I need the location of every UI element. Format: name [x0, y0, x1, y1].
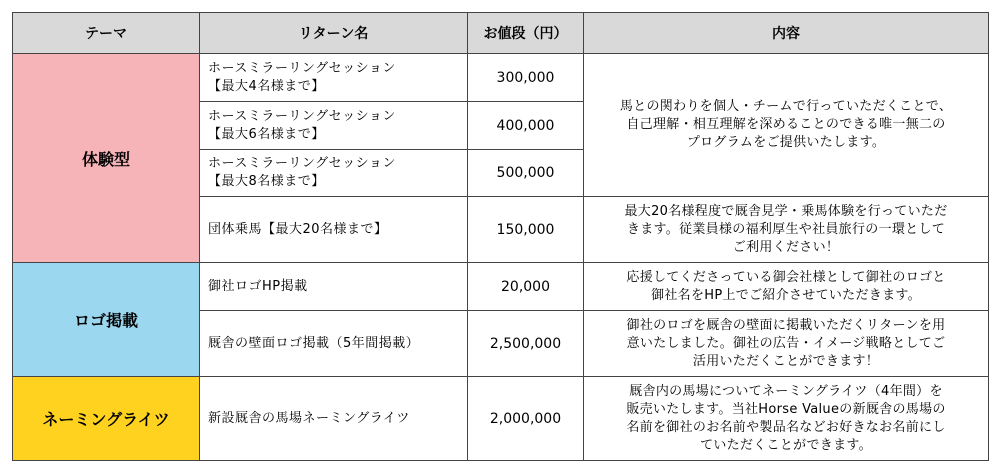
- return-name-line: 【最大8名様まで】: [208, 174, 325, 189]
- content-cell: [584, 54, 989, 197]
- content-line: 御社のロゴを厩舎の壁面に掲載いただくリターンを用: [626, 317, 946, 333]
- content-line: きます。従業員様の福利厚生や社員旅行の一環として: [626, 221, 946, 237]
- price-cell: 300,000: [468, 54, 584, 102]
- return-name-cell: 厩舎の壁面ロゴ掲載（5年間掲載）: [200, 311, 468, 377]
- return-name-cell: [200, 102, 468, 150]
- content-line: 最大20名様程度で厩舎見学・乗馬体験を行っていただ: [624, 203, 948, 219]
- content-line: 馬との関わりを個人・チームで行っていただくことで、: [619, 99, 953, 114]
- return-name-line: ホースミラーリングセッション: [208, 60, 396, 76]
- header-theme: テーマ: [13, 13, 200, 54]
- content-line: ご利用ください！: [732, 239, 840, 255]
- price-cell: 400,000: [468, 102, 584, 150]
- content-line: 厩舎内の馬場についてネーミングライツ（4年間）を: [629, 383, 943, 399]
- return-name-cell: [200, 150, 468, 197]
- content-line: 自己理解・相互理解を深めることのできる唯一無二の: [626, 117, 946, 132]
- content-cell: [584, 197, 989, 263]
- return-name-line: ホースミラーリングセッション: [208, 108, 396, 124]
- table-row: [13, 377, 989, 461]
- price-cell: 2,000,000: [468, 377, 584, 461]
- return-name-line: ホースミラーリングセッション: [208, 156, 396, 171]
- price-cell: 20,000: [468, 263, 584, 311]
- content-line: 活用いただくことができます！: [692, 353, 880, 369]
- return-name-line: 【最大4名様まで】: [208, 78, 325, 94]
- return-name-line: 【最大6名様まで】: [208, 126, 325, 142]
- return-name-cell: 御社ロゴHP掲載: [200, 263, 468, 311]
- content-line: 名前を御社のお名前や製品名などお好きなお名前にし: [626, 419, 946, 435]
- theme-cell-naming-rights: ネーミングライツ: [13, 377, 200, 461]
- return-name-cell: [200, 54, 468, 102]
- content-line: ていただくことができます。: [700, 437, 872, 453]
- content-line: 御社名をHP上でご紹介させていただきます。: [651, 287, 921, 303]
- return-name-cell: 団体乗馬【最大20名様まで】: [200, 197, 468, 263]
- table-row: [13, 263, 989, 311]
- content-cell: [584, 263, 989, 311]
- table-row: [13, 54, 989, 102]
- header-content: 内容: [584, 13, 989, 54]
- price-cell: 2,500,000: [468, 311, 584, 377]
- content-cell: [584, 311, 989, 377]
- header-row: [13, 13, 989, 54]
- price-cell: 500,000: [468, 150, 584, 197]
- content-cell: [584, 377, 989, 461]
- content-line: 販売いたします。当社Horse Valueの新厩舎の馬場の: [626, 401, 946, 417]
- theme-cell-logo: ロゴ掲載: [13, 263, 200, 377]
- content-line: プログラムをご提供いたします。: [686, 135, 886, 150]
- theme-cell-experience: 体験型: [13, 54, 200, 263]
- price-cell: 150,000: [468, 197, 584, 263]
- content-line: 応援してくださっている御会社様として御社のロゴと: [626, 269, 946, 285]
- content-line: 意いたしました。御社の広告・イメージ戦略としてご: [626, 335, 946, 351]
- header-return-name: リターン名: [200, 13, 468, 54]
- returns-table: [12, 12, 989, 461]
- header-price: お値段（円）: [468, 13, 584, 54]
- return-name-cell: 新設厩舎の馬場ネーミングライツ: [200, 377, 468, 461]
